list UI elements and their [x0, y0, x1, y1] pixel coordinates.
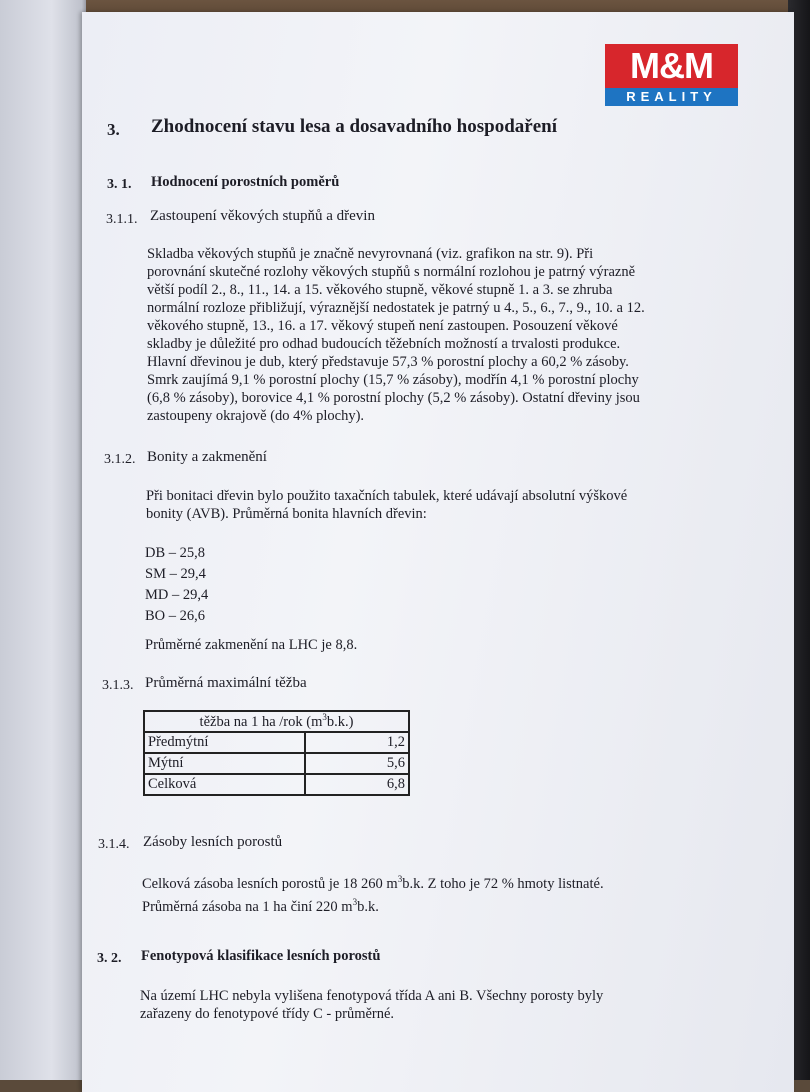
- left-page-edge: [0, 0, 86, 1080]
- table-header-text: těžba na 1 ha /rok (m: [199, 713, 323, 730]
- section-3-1-1-number: 3.1.1.: [106, 212, 138, 227]
- zasoba-text: b.k.: [357, 898, 379, 915]
- paragraph-line: Hlavní dřevinou je dub, který představuje 57,3 % porostní plochy a 60,2 % zásoby.: [147, 354, 629, 370]
- section-3-1-4-number: 3.1.4.: [98, 837, 130, 852]
- paragraph-line: Smrk zaujímá 9,1 % porostní plochy (15,7 % zásoby), modřín 4,1 % porostní plochy: [147, 372, 639, 388]
- section-3-1-2-number: 3.1.2.: [104, 452, 136, 467]
- paragraph-line: zařazeny do fenotypové třídy C - průměrné.: [140, 1006, 395, 1022]
- paragraph-line: (6,8 % zásoby), borovice 4,1 % porostní plochy (5,2 % zásoby). Ostatní dřeviny jsou: [147, 390, 640, 406]
- section-3-2-title: Fenotypová klasifikace lesních porostů: [141, 948, 381, 964]
- section-3-1-3-title: Průměrná maximální těžba: [145, 675, 307, 691]
- section-3-1-number: 3. 1.: [107, 177, 132, 192]
- section-3-1-3-number: 3.1.3.: [102, 678, 134, 693]
- logo-wordmark: REALITY: [605, 88, 738, 106]
- paragraph-line: zastoupeny okrajově (do 4% plochy).: [147, 408, 365, 424]
- bonita-item: SM – 29,4: [145, 566, 206, 582]
- section-3-1-title: Hodnocení porostních poměrů: [151, 174, 340, 190]
- paragraph-line: Na území LHC nebyla vylišena fenotypová třída A ani B. Všechny porosty byly: [140, 988, 604, 1004]
- paragraph-line: [142, 893, 720, 916]
- table-cell-value: 5,6: [305, 753, 409, 774]
- table-header-row: [144, 711, 409, 732]
- section-3-1-1-paragraph: [147, 245, 717, 425]
- section-3-number: 3.: [107, 120, 120, 139]
- table-cell-label: Celková: [144, 774, 305, 795]
- bonita-item: MD – 29,4: [145, 587, 209, 603]
- bonita-item: DB – 25,8: [145, 545, 206, 561]
- section-3-2-paragraph: [140, 987, 720, 1023]
- table-header: [144, 711, 409, 732]
- mm-reality-logo: [605, 44, 738, 106]
- table-row: [144, 732, 409, 753]
- table-header-sup: 3: [322, 712, 327, 723]
- section-3-2-number: 3. 2.: [97, 951, 122, 966]
- paragraph-line: skladby je důležité pro odhad budoucích těžebních možností a trvalosti produkce.: [147, 336, 621, 352]
- section-3-1-4-title: Zásoby lesních porostů: [143, 834, 283, 850]
- paragraph-line: věkového stupně, 13., 16. a 17. věkový stupeň není zastoupen. Posouzení věkové: [147, 318, 618, 334]
- bonita-item: BO – 26,6: [145, 608, 206, 624]
- paragraph-line: větší podíl 2., 8., 11., 14. a 15. věkového stupně, věkové stupně 1. a 3. se zhruba: [147, 282, 613, 298]
- table-row: [144, 774, 409, 795]
- table-row: [144, 753, 409, 774]
- section-3-title: Zhodnocení stavu lesa a dosavadního hospodaření: [151, 116, 557, 137]
- table-header-unit: b.k.): [326, 713, 354, 730]
- tezba-table: [143, 710, 410, 796]
- section-3-1-4-paragraph: [142, 870, 720, 916]
- bonity-list: [145, 543, 345, 627]
- table-cell-label: Mýtní: [144, 753, 305, 774]
- unit-sup: 3: [397, 874, 403, 884]
- section-3-1-2-intro: [146, 487, 718, 523]
- paragraph-line: bonity (AVB). Průměrná bonita hlavních dřevin:: [146, 506, 427, 522]
- zasoba-text: Průměrná zásoba na 1 ha činí 220 m: [142, 898, 353, 915]
- logo-mark: M&M: [605, 44, 738, 88]
- table-cell-value: 1,2: [305, 732, 409, 753]
- zasoba-text: Celková zásoba lesních porostů je 18 260 m: [142, 875, 398, 892]
- section-3-1-2-title: Bonity a zakmenění: [147, 449, 267, 465]
- zakmeneni-text: Průměrné zakmenění na LHC je 8,8.: [145, 637, 358, 653]
- table-cell-label: Předmýtní: [144, 732, 305, 753]
- paragraph-line: normální rozloze přibližují, výraznější nedostatek je patrný u 4., 5., 6., 7., 9., 10. a 12.: [147, 300, 645, 316]
- section-3-1-1-title: Zastoupení věkových stupňů a dřevin: [150, 208, 375, 224]
- paragraph-line: Při bonitaci dřevin bylo použito taxačních tabulek, které udávají absolutní výškové: [146, 488, 628, 504]
- paragraph-line: Skladba věkových stupňů je značně nevyrovnaná (viz. grafikon na str. 9). Při: [147, 246, 594, 262]
- zasoba-text: b.k. Z toho je 72 % hmoty listnaté.: [402, 875, 604, 892]
- paragraph-line: [142, 870, 720, 893]
- table-cell-value: 6,8: [305, 774, 409, 795]
- unit-sup: 3: [352, 896, 358, 907]
- paragraph-line: porovnání skutečné rozlohy věkových stupňů s normální rozlohou je patrný výrazně: [147, 264, 636, 280]
